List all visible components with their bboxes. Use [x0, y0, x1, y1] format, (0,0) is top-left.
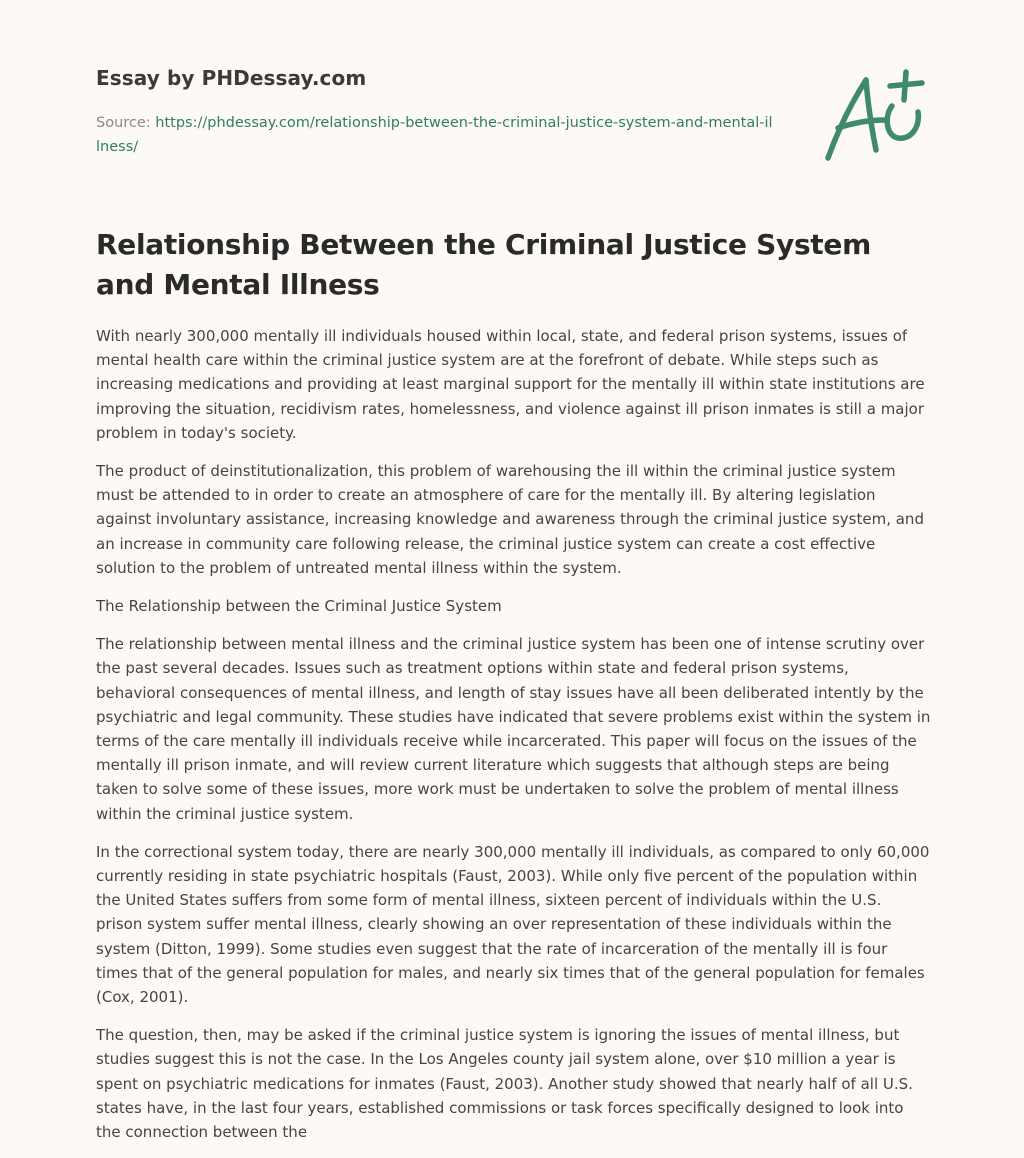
essay-paragraph: With nearly 300,000 mentally ill individuals housed within local, state, and federal prison systems, issues of mental health care within the criminal justice system are at the forefront of debate. While steps such as increasing medications and providing at least marginal support for the mentally ill within state institutions are improving the situation, recidivism rates, homelessness, and violence against ill prison inmates is still a major problem in today's society. — [96, 327, 925, 442]
essay-paragraph: The question, then, may be asked if the criminal justice system is ignoring the issues of mental illness, but studies suggest this is not the case. In the Los Angeles county jail system alone, over $10 million a year is spent on psychiatric medications for inmates (Faust, 2003). Another study showed that nearly half of all U.S. states have, in the last four years, established commissions or task forces specifically designed to look into the connection between the — [96, 1026, 913, 1142]
essay-title: Relationship Between the Criminal Justice System and Mental Illness — [96, 228, 871, 301]
source-line — [96, 111, 776, 159]
essay-section-heading: The Relationship between the Criminal Justice System — [96, 597, 502, 616]
essay-body — [96, 324, 932, 1158]
source-label: Source: — [96, 115, 151, 131]
a-plus-grade-icon — [822, 66, 932, 166]
essay-paragraph: The product of deinstitutionalization, this problem of warehousing the ill within the criminal justice system must be attended to in order to create an atmosphere of care for the mentally ill. By altering legislation against involuntary assistance, increasing knowledge and awareness through the criminal justice system, and an increase in community care following release, the criminal justice system can create a cost effective solution to the problem of untreated mental illness within the system. — [96, 462, 924, 577]
essay-paragraph: In the correctional system today, there are nearly 300,000 mentally ill individuals, as compared to only 60,000 currently residing in state psychiatric hospitals (Faust, 2003). While only five percent of the population within the United States suffers from some form of mental illness, sixteen percent of individuals within the U.S. prison system suffer mental illness, clearly showing an over representation of these individuals within the system (Ditton, 1999). Some studies even suggest that the rate of incarceration of the mentally ill is four times that of the general population for males, and nearly six times that of the general population for females (Cox, 2001). — [96, 842, 930, 1007]
site-brand: Essay by PHDessay.com — [96, 66, 367, 90]
essay-paragraph: The relationship between mental illness and the criminal justice system has been one of intense scrutiny over the past several decades. Issues such as treatment options within state and federal prison systems, behavioral consequences of mental illness, and length of stay issues have all been deliberated intently by the psychiatric and legal community. These studies have indicated that severe problems exist within the system in terms of the care mentally ill individuals receive while incarcerated. This paper will focus on the issues of the mentally ill prison inmate, and will review current literature which suggests that although steps are being taken to solve some of these issues, more work must be undertaken to solve the problem of mental illness within the criminal justice system. — [96, 635, 931, 823]
source-link[interactable]: https://phdessay.com/relationship-between-the-criminal-justice-system-and-mental-illness/ — [96, 115, 773, 155]
